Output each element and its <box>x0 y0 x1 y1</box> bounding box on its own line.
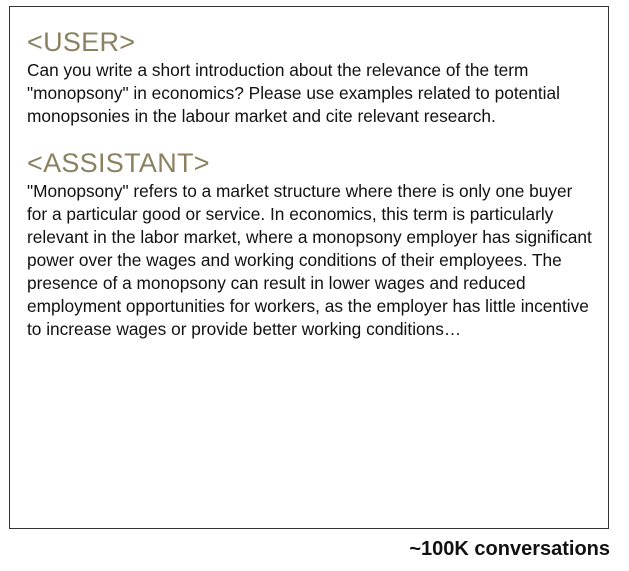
conversation-count-caption: ~100K conversations <box>409 538 610 560</box>
conversation-panel <box>9 6 609 529</box>
user-turn <box>27 27 594 128</box>
assistant-turn <box>27 148 594 341</box>
user-message: Can you write a short introduction about the relevance of the term "monopsony" in economics? Please use examples related to potential monopsonies in the labour market and cite relevant research. <box>27 60 560 126</box>
assistant-message: "Monopsony" refers to a market structure where there is only one buyer for a particular good or service. In economics, this term is particularly relevant in the labor market, where a monopsony employer has significant power over the wages and working conditions of their employees. The presence of a monopsony can result in lower wages and reduced employment opportunities for workers, as the employer has little incentive to increase wages or provide better working conditions… <box>27 181 592 339</box>
assistant-role-label: <ASSISTANT> <box>27 148 210 178</box>
user-role-label: <USER> <box>27 27 136 57</box>
conversation-content <box>27 27 594 341</box>
